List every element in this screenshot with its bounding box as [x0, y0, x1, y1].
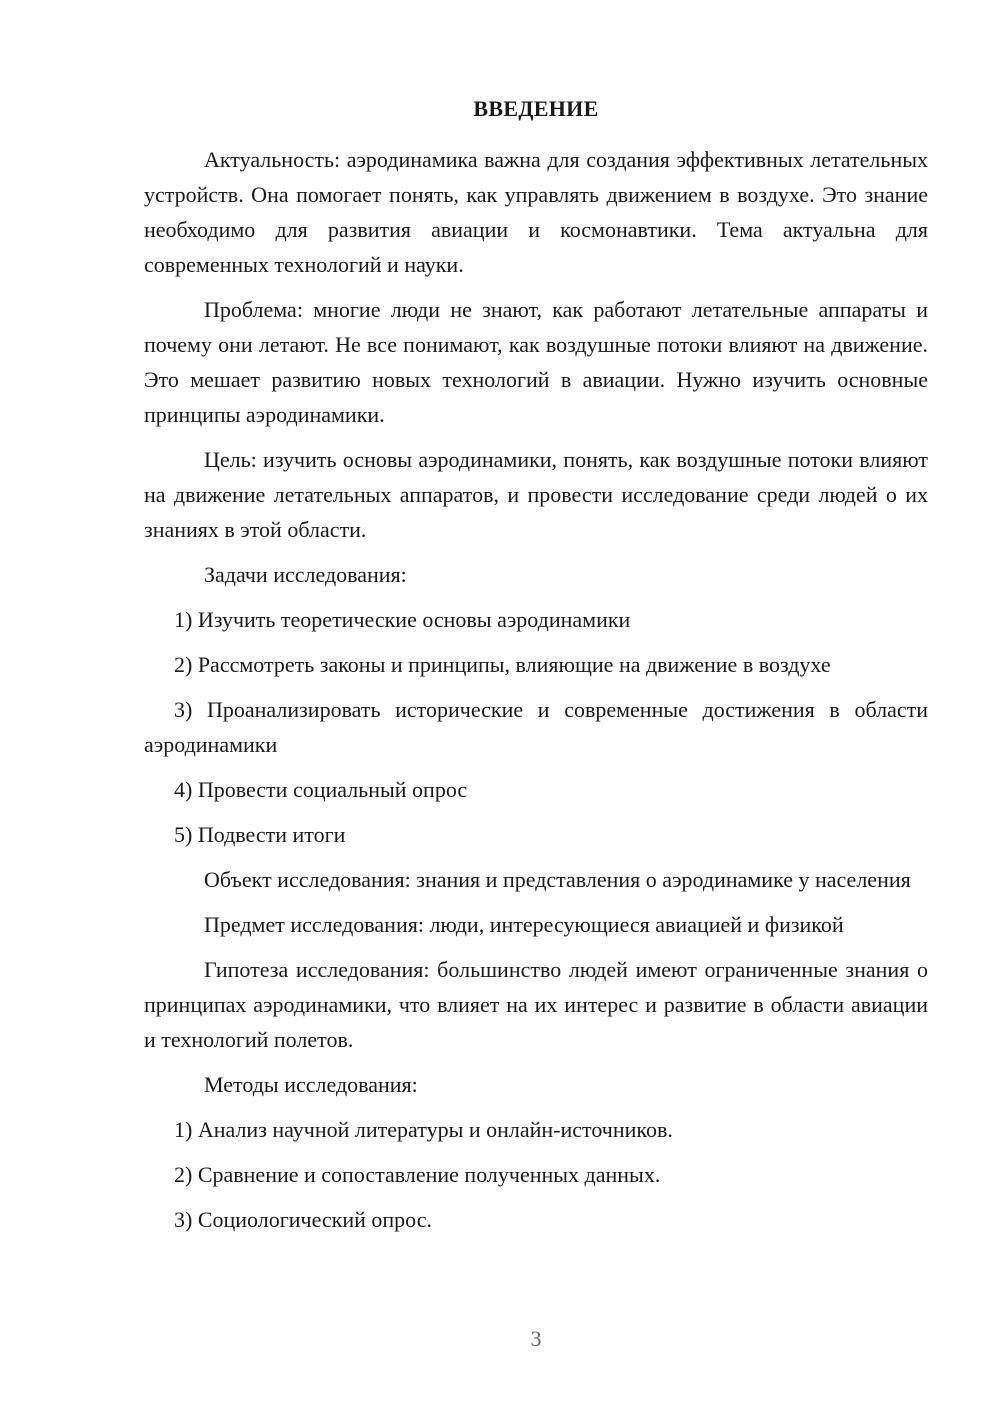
task-item-3: 3) Проанализировать исторические и современные достижения в области аэродинамики	[144, 697, 928, 757]
object-paragraph: Объект исследования: знания и представления о аэродинамике у населения	[204, 867, 911, 892]
relevance-paragraph: Актуальность: аэродинамика важна для создания эффективных летательных устройств. Она помогает понять, как управлять движением в воздухе. Это знание необходимо для развития авиации и космонавтики. Тема актуальна для современных технологий и науки.	[144, 147, 928, 277]
method-item-3: 3) Социологический опрос.	[174, 1207, 432, 1232]
task-item-1: 1) Изучить теоретические основы аэродинамики	[174, 607, 631, 632]
page-title: ВВЕДЕНИЕ	[473, 96, 599, 121]
methods-heading: Методы исследования:	[204, 1072, 418, 1097]
hypothesis-paragraph: Гипотеза исследования: большинство людей имеют ограниченные знания о принципах аэродинамики, что влияет на их интерес и развитие в области авиации и технологий полетов.	[144, 957, 928, 1052]
document-body	[144, 142, 928, 1247]
method-item-1: 1) Анализ научной литературы и онлайн-источников.	[174, 1117, 673, 1142]
task-item-2: 2) Рассмотреть законы и принципы, влияющие на движение в воздухе	[174, 652, 831, 677]
problem-paragraph: Проблема: многие люди не знают, как работают летательные аппараты и почему они летают. Не все понимают, как воздушные потоки влияют на движение. Это мешает развитию новых технологий в авиации. Нужно изучить основные принципы аэродинамики.	[144, 297, 928, 427]
page-number: 3	[530, 1326, 542, 1351]
subject-paragraph: Предмет исследования: люди, интересующиеся авиацией и физикой	[204, 912, 844, 937]
task-item-4: 4) Провести социальный опрос	[174, 777, 468, 802]
task-item-5: 5) Подвести итоги	[174, 822, 346, 847]
method-item-2: 2) Сравнение и сопоставление полученных данных.	[174, 1162, 661, 1187]
tasks-heading: Задачи исследования:	[204, 562, 407, 587]
goal-paragraph: Цель: изучить основы аэродинамики, понять, как воздушные потоки влияют на движение летательных аппаратов, и провести исследование среди людей о их знаниях в этой области.	[144, 447, 928, 542]
